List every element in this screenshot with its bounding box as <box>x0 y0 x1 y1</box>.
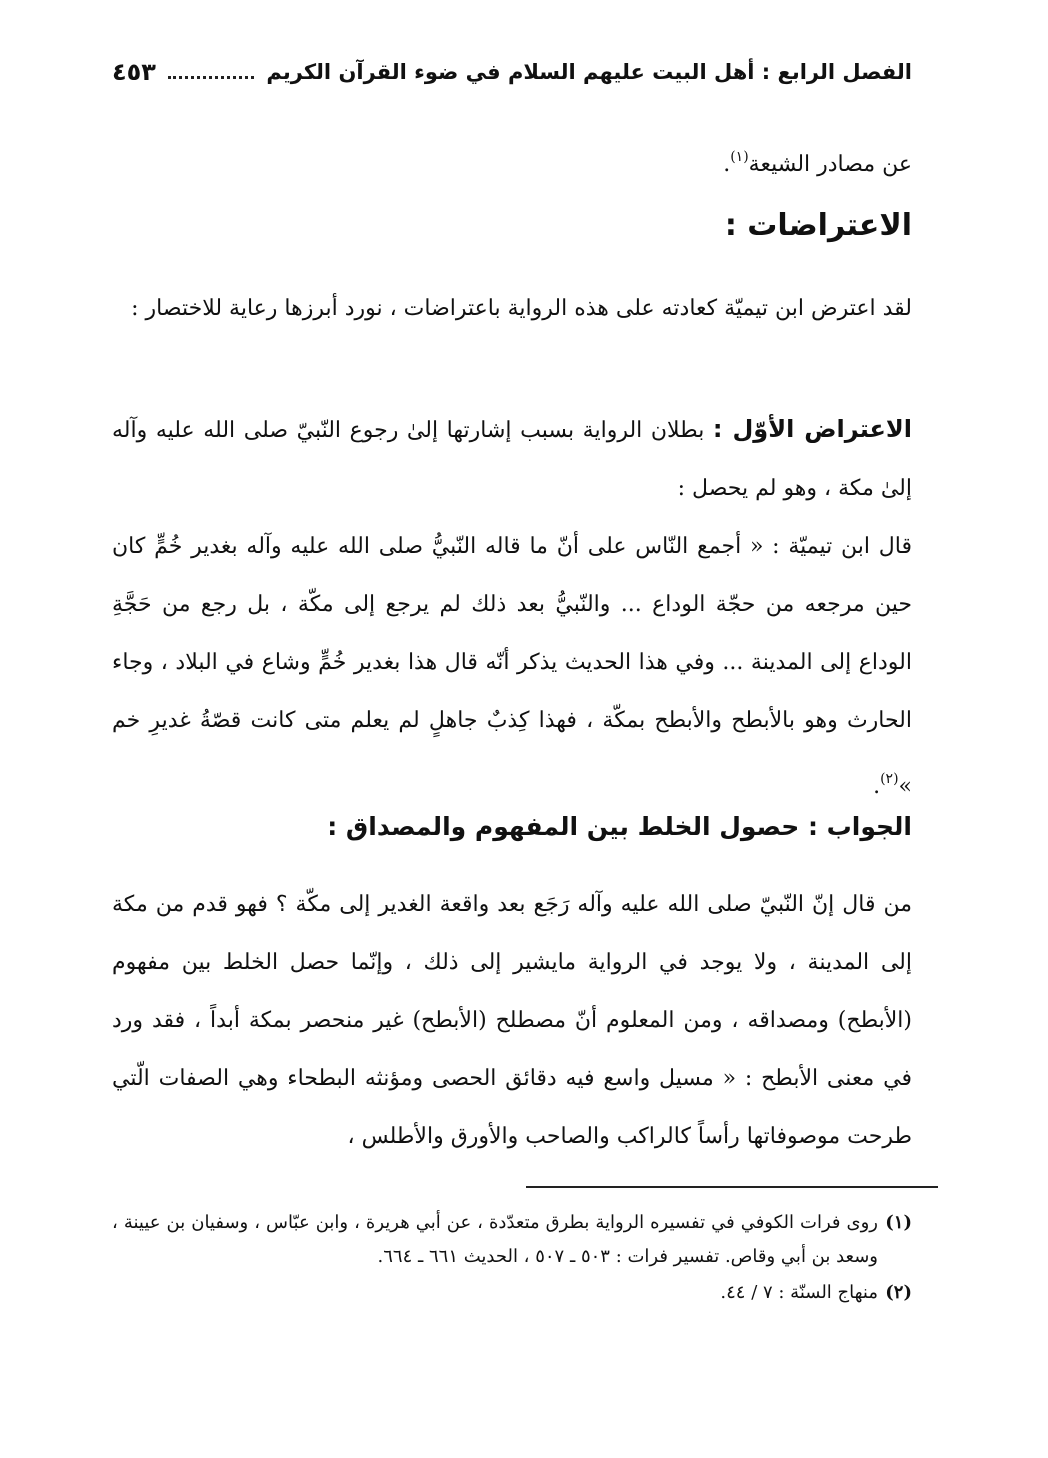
answer-heading: الجواب : حصول الخلط بين المفهوم والمصداق : <box>327 812 912 841</box>
first-objection-text: بطلان الرواية بسبب إشارتها إلىٰ رجوع النّبيّ صلى الله عليه وآله إلىٰ مكة ، وهو لم يحصل : <box>112 418 912 501</box>
footnote-number: (١) <box>885 1212 912 1233</box>
chapter-title: الفصل الرابع : أهل البيت عليهم السلام في ضوء القرآن الكريم <box>266 60 912 84</box>
footnote-text: منهاج السنّة : ٧ / ٤٤. <box>720 1282 878 1303</box>
footnote <box>112 1276 912 1310</box>
dotted-leader <box>168 66 254 79</box>
footnotes <box>112 1206 912 1312</box>
footnote-ref-1: (١) <box>730 149 749 165</box>
running-head <box>112 50 912 94</box>
footnote-number: (٢) <box>885 1282 912 1303</box>
ibn-taymiyya-quote: قال ابن تيميّة : « أجمع النّاس على أنّ ما قاله النّبيُّ صلى الله عليه وآله بغدير خُمٍّ كان حين مرجعه من حجّة الوداع ... والنّبيُّ بعد ذلك لم يرجع إلى مكّة ، بل رجع من حَجَّةِ الوداع إلى المدينة ... وفي هذا الحديث يذكر أنّه قال هذا بغدير خُمٍّ وشاع في البلاد ، وجاء الحارث وهو بالأبطح والأبطح بمكّة ، فهذا كِذبٌ جاهلٍ لم يعلم متى كانت قصّةُ غديرِ خم » <box>112 534 912 799</box>
paragraph-3 <box>112 518 912 816</box>
intro-text: عن مصادر الشيعة <box>748 152 912 177</box>
first-objection-label: الاعتراض الأوّل : <box>712 415 912 443</box>
page-number: ٤٥٣ <box>112 58 156 86</box>
footnote-separator <box>526 1186 938 1188</box>
footnote-ref-2: (٢) <box>880 771 899 787</box>
quote-end: . <box>873 774 881 799</box>
paragraph-1: لقد اعترض ابن تيميّة كعادته على هذه الرواية باعتراضات ، نورد أبرزها رعاية للاختصار : <box>131 296 912 321</box>
paragraph-4: من قال إنّ النّبيّ صلى الله عليه وآله رَجَع بعد واقعة الغدير إلى مكّة ؟ فهو قدم من مكة إلى المدينة ، ولا يوجد في الرواية مايشير إلى ذلك ، وإنّما حصل الخلط بين مفهوم (الأبطح) ومصداقه ، ومن المعلوم أنّ مصطلح (الأبطح) غير منحصر بمكة أبداً ، فقد ورد في معنى الأبطح : « مسيل واسع فيه دقائق الحصى ومؤنثه البطحاء وهي الصفات الّتي طرحت موصوفاتها رأساً كالراكب والصاحب والأورق والأطلس ، <box>112 892 912 1149</box>
objections-heading: الاعتراضات : <box>724 208 912 243</box>
footnote-text: روى فرات الكوفي في تفسيره الرواية بطرق متعدّدة ، عن أبي هريرة ، وابن عبّاس ، وسفيان بن عيينة ، وسعد بن أبي وقاص. تفسير فرات : ٥٠٣ ـ ٥٠٧ ، الحديث ٦٦١ ـ ٦٦٤. <box>112 1212 878 1267</box>
paragraph-2 <box>112 400 912 518</box>
footnote <box>112 1206 912 1274</box>
intro-end: . <box>723 152 731 177</box>
intro-line <box>112 128 912 194</box>
